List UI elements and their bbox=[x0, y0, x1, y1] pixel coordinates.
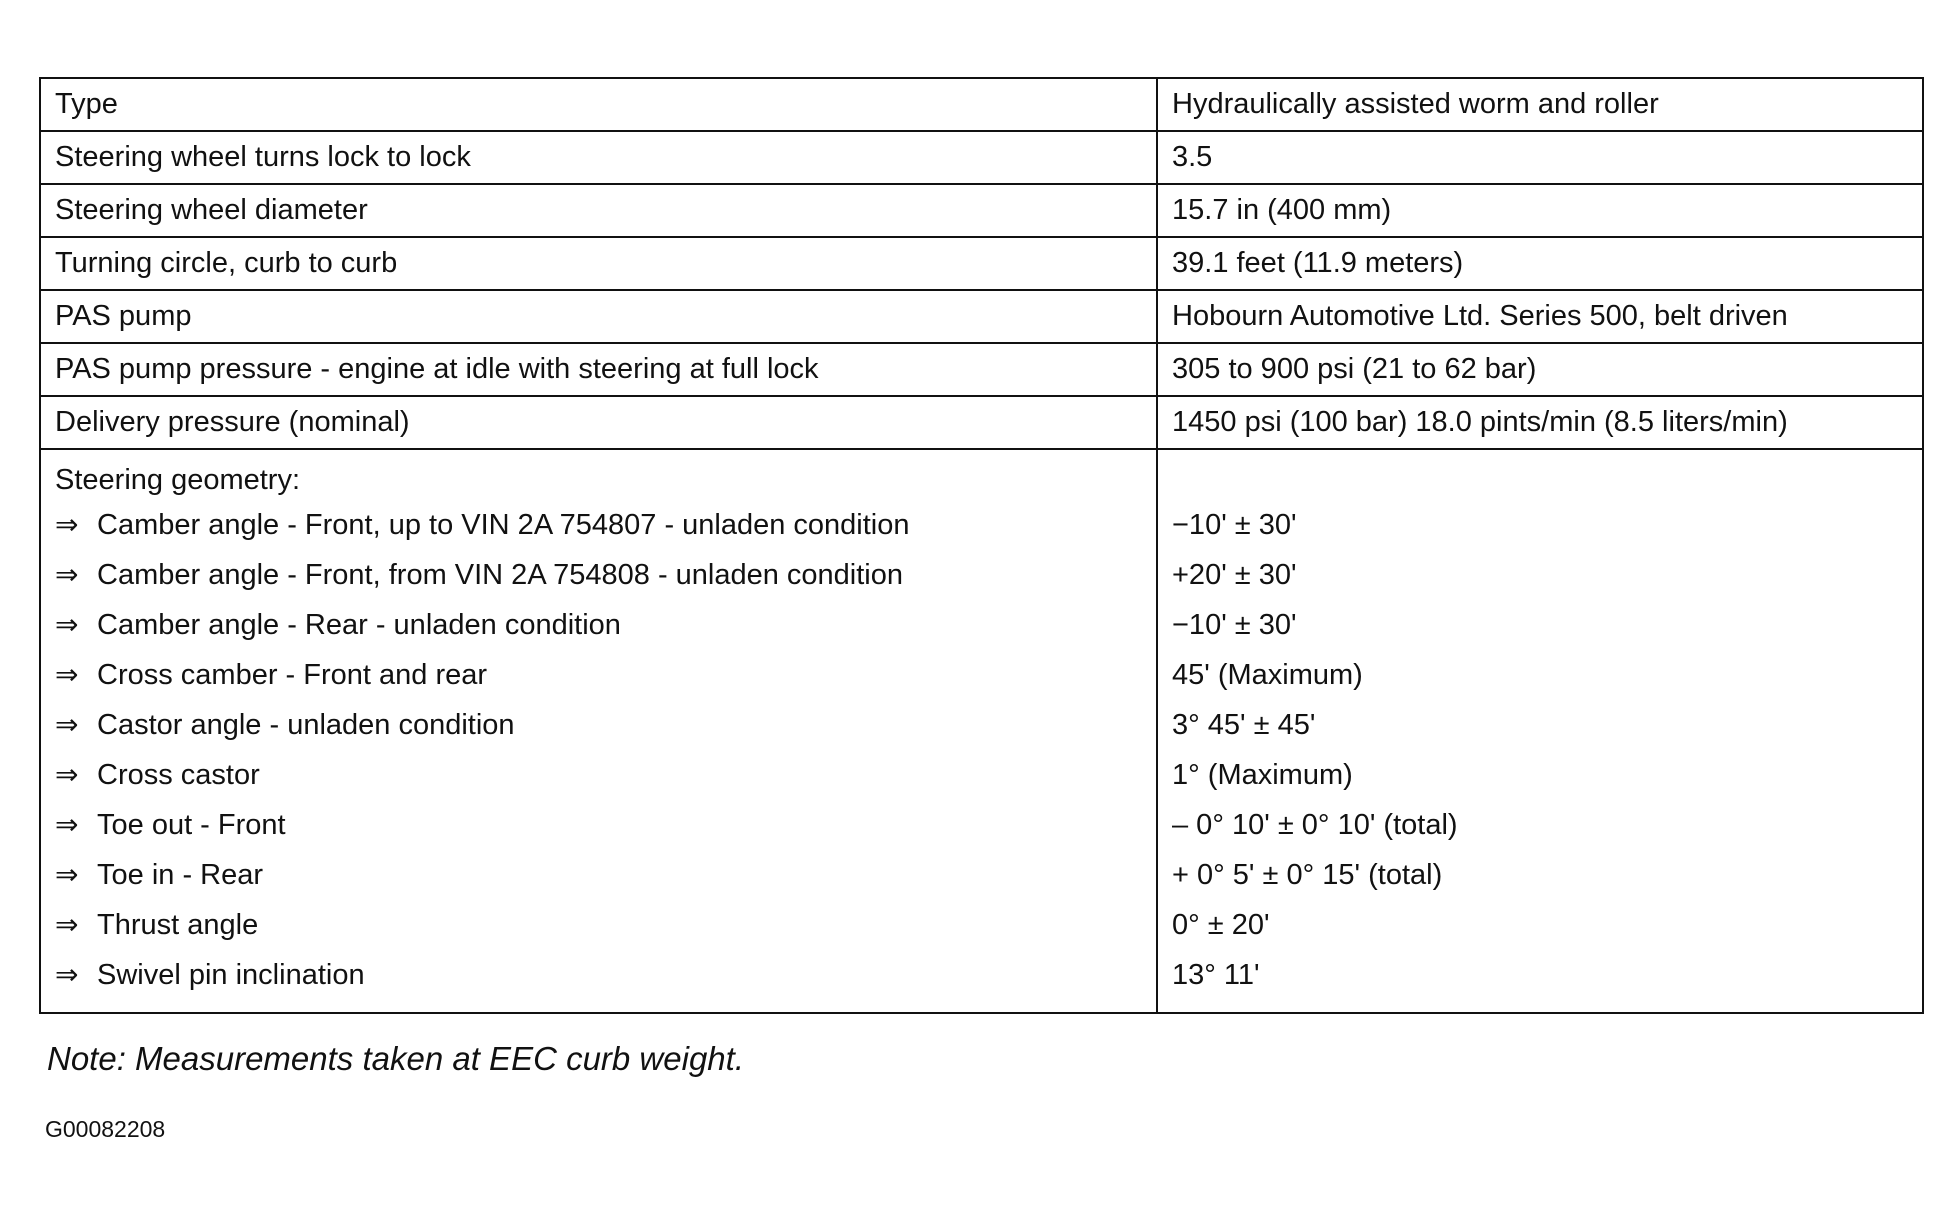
geometry-item-value: – 0° 10' ± 0° 10' (total) bbox=[1172, 809, 1458, 841]
geometry-item-label: Cross camber - Front and rear bbox=[97, 659, 488, 691]
right-double-arrow-icon: ⇒ bbox=[55, 809, 79, 840]
geometry-item-value: 0° ± 20' bbox=[1172, 909, 1270, 941]
geometry-item-label: Cross castor bbox=[97, 759, 260, 791]
geometry-labels-cell bbox=[40, 449, 1157, 1013]
geometry-item-value: 45' (Maximum) bbox=[1172, 659, 1363, 691]
geometry-item-label: Toe in - Rear bbox=[97, 859, 264, 891]
right-double-arrow-icon: ⇒ bbox=[55, 659, 79, 690]
geometry-item bbox=[55, 800, 1142, 850]
geometry-item-label: Castor angle - unladen condition bbox=[97, 709, 515, 741]
geometry-item bbox=[55, 750, 1142, 800]
row-value: 39.1 feet (11.9 meters) bbox=[1157, 237, 1923, 290]
geometry-item-label: Toe out - Front bbox=[97, 809, 286, 841]
row-label: Steering wheel turns lock to lock bbox=[40, 131, 1157, 184]
geometry-values-cell bbox=[1157, 449, 1923, 1013]
geometry-item-label: Camber angle - Rear - unladen condition bbox=[97, 609, 621, 641]
right-double-arrow-icon: ⇒ bbox=[55, 759, 79, 790]
geometry-label-list bbox=[55, 500, 1142, 1000]
geometry-item-label: Swivel pin inclination bbox=[97, 959, 365, 991]
geometry-item bbox=[55, 550, 1142, 600]
row-value: 3.5 bbox=[1157, 131, 1923, 184]
steering-geometry-row bbox=[40, 449, 1923, 1013]
table-row bbox=[40, 237, 1923, 290]
footnote: Note: Measurements taken at EEC curb weight. bbox=[47, 1040, 744, 1077]
geometry-item bbox=[55, 850, 1142, 900]
geometry-item bbox=[55, 950, 1142, 1000]
geometry-item bbox=[55, 700, 1142, 750]
geometry-item-value: + 0° 5' ± 0° 15' (total) bbox=[1172, 859, 1443, 891]
row-value: 1450 psi (100 bar) 18.0 pints/min (8.5 liters/min) bbox=[1157, 396, 1923, 449]
table-row bbox=[40, 290, 1923, 343]
row-label: Type bbox=[40, 78, 1157, 131]
geometry-item bbox=[55, 650, 1142, 700]
right-double-arrow-icon: ⇒ bbox=[55, 859, 79, 890]
row-value: 305 to 900 psi (21 to 62 bar) bbox=[1157, 343, 1923, 396]
geometry-item-value: −10' ± 30' bbox=[1172, 609, 1297, 641]
geometry-item-value: 13° 11' bbox=[1172, 959, 1260, 991]
geometry-item-label: Camber angle - Front, up to VIN 2A 754807 - unladen condition bbox=[97, 509, 910, 541]
geometry-item-value: +20' ± 30' bbox=[1172, 559, 1297, 591]
geometry-item-value: 3° 45' ± 45' bbox=[1172, 709, 1316, 741]
right-double-arrow-icon: ⇒ bbox=[55, 559, 79, 590]
geometry-item bbox=[55, 900, 1142, 950]
table-row bbox=[40, 396, 1923, 449]
table-row bbox=[40, 78, 1923, 131]
spec-table-body bbox=[40, 78, 1923, 1013]
row-value: 15.7 in (400 mm) bbox=[1157, 184, 1923, 237]
right-double-arrow-icon: ⇒ bbox=[55, 959, 79, 990]
geometry-item-label: Thrust angle bbox=[97, 909, 259, 941]
steering-spec-table bbox=[39, 77, 1924, 1014]
geometry-item-value: 1° (Maximum) bbox=[1172, 759, 1353, 791]
figure-id: G00082208 bbox=[45, 1116, 166, 1142]
row-label: Delivery pressure (nominal) bbox=[40, 396, 1157, 449]
table-row bbox=[40, 184, 1923, 237]
right-double-arrow-icon: ⇒ bbox=[55, 709, 79, 740]
geometry-item-label: Camber angle - Front, from VIN 2A 754808 - unladen condition bbox=[97, 559, 904, 591]
geometry-item bbox=[55, 500, 1142, 550]
geometry-item bbox=[55, 600, 1142, 650]
right-double-arrow-icon: ⇒ bbox=[55, 509, 79, 540]
row-label: Steering wheel diameter bbox=[40, 184, 1157, 237]
row-label: Turning circle, curb to curb bbox=[40, 237, 1157, 290]
geometry-value-list bbox=[1172, 460, 1908, 1000]
row-label: PAS pump bbox=[40, 290, 1157, 343]
geometry-heading: Steering geometry: bbox=[55, 464, 301, 496]
row-label: PAS pump pressure - engine at idle with steering at full lock bbox=[40, 343, 1157, 396]
table-row bbox=[40, 131, 1923, 184]
row-value: Hobourn Automotive Ltd. Series 500, belt driven bbox=[1157, 290, 1923, 343]
table-row bbox=[40, 343, 1923, 396]
row-value: Hydraulically assisted worm and roller bbox=[1157, 78, 1923, 131]
right-double-arrow-icon: ⇒ bbox=[55, 609, 79, 640]
right-double-arrow-icon: ⇒ bbox=[55, 909, 79, 940]
geometry-item-value: −10' ± 30' bbox=[1172, 509, 1297, 541]
